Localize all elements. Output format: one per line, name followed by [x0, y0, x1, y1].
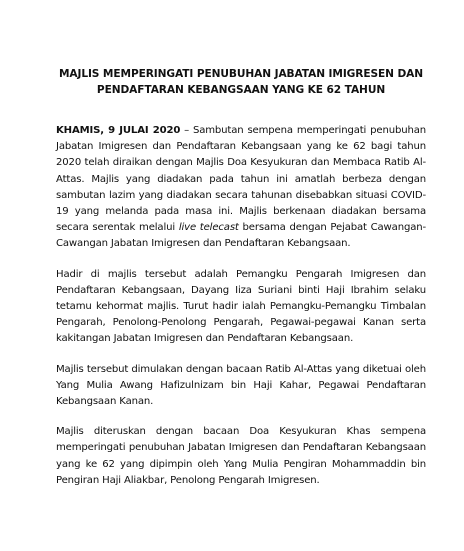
document-title [56, 66, 426, 98]
paragraph-2: Hadir di majlis tersebut adalah Pemangku Pengarah Imigresen dan Pendaftaran Kebangsaan, Dayang Iiza Suriani binti Haji Ibrahim selaku tetamu kehormat majlis. Turut hadir ialah Pemangku-Pemangku Timbalan Pengarah, Penolong-Penolong Pengarah, Pegawai-pegawai Kanan serta kakitangan Jabatan Imigresen dan Pendaftaran Kebangsaan. [56, 268, 426, 345]
paragraph-1-emphasis: live telecast [178, 222, 239, 234]
paragraph-1-text-b: bersama dengan Pejabat Cawangan-Cawangan Jabatan Imigresen dan Pendaftaran Kebangsaan. [56, 222, 426, 250]
document-title-line-2: PENDAFTARAN KEBANGSAAN YANG KE 62 TAHUN [96, 84, 386, 96]
paragraph-4: Majlis diteruskan dengan bacaan Doa Kesyukuran Khas sempena memperingati penubuhan Jabatan Imigresen dan Pendaftaran Kebangsaan yang ke 62 yang dipimpin oleh Yang Mulia Pengiran Mohammaddin bin Pengiran Haji Aliakbar, Penolong Pengarah Imigresen. [56, 426, 426, 486]
paragraph-1-text-a: – Sambutan sempena memperingati penubuhan Jabatan Imigresen dan Pendaftaran Kebangsaan yang ke 62 bagi tahun 2020 telah diraikan dengan Majlis Doa Kesyukuran dan Membaca Ratib Al-Attas. Majlis yang diadakan pada tahun ini amatlah berbeza dengan sambutan lazim yang diadakan secara tahunan disebabkan situasi COVID-19 yang melanda pada masa ini. Majlis berkenaan diadakan bersama secara serentak melalui [56, 125, 426, 234]
dateline: KHAMIS, 9 JULAI 2020 [56, 125, 181, 136]
paragraph-1 [56, 123, 426, 253]
document-title-line-1: MAJLIS MEMPERINGATI PENUBUHAN JABATAN IMIGRESEN DAN [58, 68, 424, 80]
paragraph-3: Majlis tersebut dimulakan dengan bacaan Ratib Al-Attas yang diketuai oleh Yang Mulia Awang Hafizulnizam bin Haji Kahar, Pegawai Pendaftaran Kebangsaan Kanan. [56, 363, 426, 408]
